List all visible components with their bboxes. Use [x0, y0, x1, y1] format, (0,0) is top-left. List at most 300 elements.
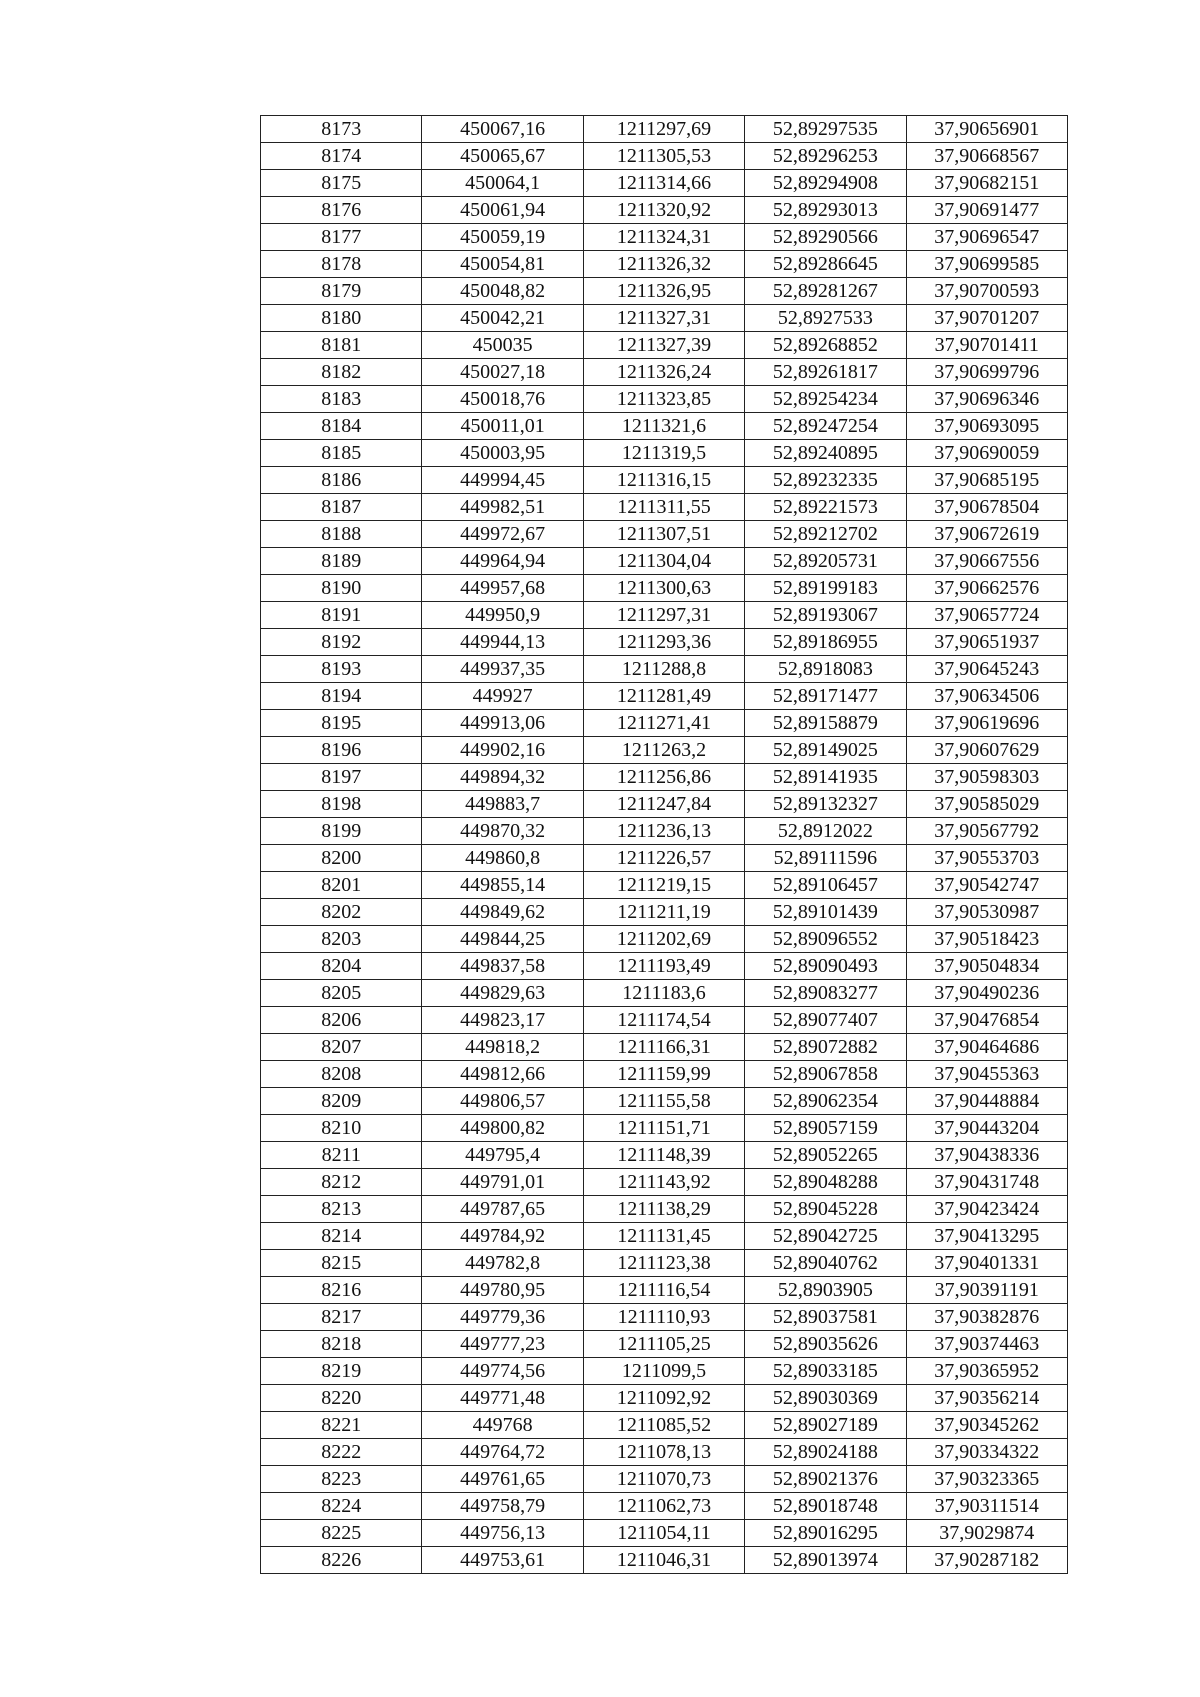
y-coordinate-cell: 1211046,31 — [583, 1547, 744, 1574]
point-number-cell: 8186 — [261, 467, 422, 494]
table-row — [261, 1169, 1068, 1196]
latitude-cell: 52,89057159 — [745, 1115, 906, 1142]
y-coordinate-cell: 1211304,04 — [583, 548, 744, 575]
x-coordinate-cell: 449937,35 — [422, 656, 583, 683]
longitude-cell: 37,90685195 — [906, 467, 1067, 494]
y-coordinate-cell: 1211078,13 — [583, 1439, 744, 1466]
latitude-cell: 52,89149025 — [745, 737, 906, 764]
x-coordinate-cell: 449844,25 — [422, 926, 583, 953]
longitude-cell: 37,90401331 — [906, 1250, 1067, 1277]
table-row — [261, 1358, 1068, 1385]
x-coordinate-cell: 449829,63 — [422, 980, 583, 1007]
latitude-cell: 52,89045228 — [745, 1196, 906, 1223]
y-coordinate-cell: 1211316,15 — [583, 467, 744, 494]
longitude-cell: 37,90374463 — [906, 1331, 1067, 1358]
x-coordinate-cell: 450064,1 — [422, 170, 583, 197]
y-coordinate-cell: 1211226,57 — [583, 845, 744, 872]
point-number-cell: 8187 — [261, 494, 422, 521]
point-number-cell: 8208 — [261, 1061, 422, 1088]
point-number-cell: 8200 — [261, 845, 422, 872]
latitude-cell: 52,8903905 — [745, 1277, 906, 1304]
longitude-cell: 37,90682151 — [906, 170, 1067, 197]
point-number-cell: 8190 — [261, 575, 422, 602]
y-coordinate-cell: 1211123,38 — [583, 1250, 744, 1277]
point-number-cell: 8216 — [261, 1277, 422, 1304]
longitude-cell: 37,90700593 — [906, 278, 1067, 305]
y-coordinate-cell: 1211151,71 — [583, 1115, 744, 1142]
table-row — [261, 1520, 1068, 1547]
x-coordinate-cell: 449944,13 — [422, 629, 583, 656]
latitude-cell: 52,89042725 — [745, 1223, 906, 1250]
x-coordinate-cell: 449964,94 — [422, 548, 583, 575]
y-coordinate-cell: 1211155,58 — [583, 1088, 744, 1115]
x-coordinate-cell: 450059,19 — [422, 224, 583, 251]
x-coordinate-cell: 449913,06 — [422, 710, 583, 737]
point-number-cell: 8198 — [261, 791, 422, 818]
x-coordinate-cell: 449780,95 — [422, 1277, 583, 1304]
y-coordinate-cell: 1211327,31 — [583, 305, 744, 332]
point-number-cell: 8204 — [261, 953, 422, 980]
latitude-cell: 52,89290566 — [745, 224, 906, 251]
point-number-cell: 8193 — [261, 656, 422, 683]
latitude-cell: 52,89037581 — [745, 1304, 906, 1331]
longitude-cell: 37,90701411 — [906, 332, 1067, 359]
point-number-cell: 8217 — [261, 1304, 422, 1331]
x-coordinate-cell: 449774,56 — [422, 1358, 583, 1385]
y-coordinate-cell: 1211326,24 — [583, 359, 744, 386]
latitude-cell: 52,89205731 — [745, 548, 906, 575]
longitude-cell: 37,90345262 — [906, 1412, 1067, 1439]
y-coordinate-cell: 1211202,69 — [583, 926, 744, 953]
longitude-cell: 37,90464686 — [906, 1034, 1067, 1061]
point-number-cell: 8178 — [261, 251, 422, 278]
longitude-cell: 37,90693095 — [906, 413, 1067, 440]
y-coordinate-cell: 1211148,39 — [583, 1142, 744, 1169]
longitude-cell: 37,90518423 — [906, 926, 1067, 953]
latitude-cell: 52,89013974 — [745, 1547, 906, 1574]
latitude-cell: 52,89268852 — [745, 332, 906, 359]
longitude-cell: 37,90696547 — [906, 224, 1067, 251]
point-number-cell: 8221 — [261, 1412, 422, 1439]
y-coordinate-cell: 1211327,39 — [583, 332, 744, 359]
x-coordinate-cell: 449764,72 — [422, 1439, 583, 1466]
point-number-cell: 8199 — [261, 818, 422, 845]
longitude-cell: 37,90657724 — [906, 602, 1067, 629]
longitude-cell: 37,90413295 — [906, 1223, 1067, 1250]
x-coordinate-cell: 449994,45 — [422, 467, 583, 494]
y-coordinate-cell: 1211236,13 — [583, 818, 744, 845]
y-coordinate-cell: 1211085,52 — [583, 1412, 744, 1439]
table-row — [261, 575, 1068, 602]
y-coordinate-cell: 1211281,49 — [583, 683, 744, 710]
table-row — [261, 602, 1068, 629]
y-coordinate-cell: 1211297,69 — [583, 116, 744, 143]
point-number-cell: 8180 — [261, 305, 422, 332]
latitude-cell: 52,89024188 — [745, 1439, 906, 1466]
longitude-cell: 37,90651937 — [906, 629, 1067, 656]
y-coordinate-cell: 1211099,5 — [583, 1358, 744, 1385]
y-coordinate-cell: 1211159,99 — [583, 1061, 744, 1088]
coordinates-table — [260, 115, 1068, 1574]
longitude-cell: 37,90334322 — [906, 1439, 1067, 1466]
table-row — [261, 521, 1068, 548]
y-coordinate-cell: 1211297,31 — [583, 602, 744, 629]
longitude-cell: 37,90585029 — [906, 791, 1067, 818]
longitude-cell: 37,90431748 — [906, 1169, 1067, 1196]
longitude-cell: 37,90690059 — [906, 440, 1067, 467]
y-coordinate-cell: 1211324,31 — [583, 224, 744, 251]
y-coordinate-cell: 1211183,6 — [583, 980, 744, 1007]
x-coordinate-cell: 449902,16 — [422, 737, 583, 764]
latitude-cell: 52,89286645 — [745, 251, 906, 278]
latitude-cell: 52,89090493 — [745, 953, 906, 980]
latitude-cell: 52,89030369 — [745, 1385, 906, 1412]
table-row — [261, 683, 1068, 710]
longitude-cell: 37,90382876 — [906, 1304, 1067, 1331]
y-coordinate-cell: 1211263,2 — [583, 737, 744, 764]
latitude-cell: 52,89171477 — [745, 683, 906, 710]
y-coordinate-cell: 1211288,8 — [583, 656, 744, 683]
latitude-cell: 52,89281267 — [745, 278, 906, 305]
y-coordinate-cell: 1211116,54 — [583, 1277, 744, 1304]
latitude-cell: 52,89016295 — [745, 1520, 906, 1547]
point-number-cell: 8177 — [261, 224, 422, 251]
table-row — [261, 953, 1068, 980]
point-number-cell: 8211 — [261, 1142, 422, 1169]
latitude-cell: 52,89018748 — [745, 1493, 906, 1520]
table-row — [261, 305, 1068, 332]
x-coordinate-cell: 449756,13 — [422, 1520, 583, 1547]
longitude-cell: 37,90443204 — [906, 1115, 1067, 1142]
latitude-cell: 52,8912022 — [745, 818, 906, 845]
latitude-cell: 52,89048288 — [745, 1169, 906, 1196]
latitude-cell: 52,89193067 — [745, 602, 906, 629]
x-coordinate-cell: 449777,23 — [422, 1331, 583, 1358]
x-coordinate-cell: 449758,79 — [422, 1493, 583, 1520]
point-number-cell: 8210 — [261, 1115, 422, 1142]
y-coordinate-cell: 1211305,53 — [583, 143, 744, 170]
latitude-cell: 52,89096552 — [745, 926, 906, 953]
table-row — [261, 1385, 1068, 1412]
longitude-cell: 37,90691477 — [906, 197, 1067, 224]
y-coordinate-cell: 1211193,49 — [583, 953, 744, 980]
longitude-cell: 37,90701207 — [906, 305, 1067, 332]
x-coordinate-cell: 449791,01 — [422, 1169, 583, 1196]
x-coordinate-cell: 450003,95 — [422, 440, 583, 467]
table-row — [261, 251, 1068, 278]
longitude-cell: 37,90448884 — [906, 1088, 1067, 1115]
table-row — [261, 170, 1068, 197]
longitude-cell: 37,90696346 — [906, 386, 1067, 413]
table-row — [261, 872, 1068, 899]
latitude-cell: 52,89062354 — [745, 1088, 906, 1115]
point-number-cell: 8202 — [261, 899, 422, 926]
latitude-cell: 52,89247254 — [745, 413, 906, 440]
latitude-cell: 52,89261817 — [745, 359, 906, 386]
latitude-cell: 52,89132327 — [745, 791, 906, 818]
y-coordinate-cell: 1211211,19 — [583, 899, 744, 926]
longitude-cell: 37,90530987 — [906, 899, 1067, 926]
table-row — [261, 548, 1068, 575]
x-coordinate-cell: 449823,17 — [422, 1007, 583, 1034]
y-coordinate-cell: 1211300,63 — [583, 575, 744, 602]
longitude-cell: 37,90553703 — [906, 845, 1067, 872]
x-coordinate-cell: 449894,32 — [422, 764, 583, 791]
point-number-cell: 8185 — [261, 440, 422, 467]
longitude-cell: 37,90598303 — [906, 764, 1067, 791]
latitude-cell: 52,89021376 — [745, 1466, 906, 1493]
longitude-cell: 37,90542747 — [906, 872, 1067, 899]
latitude-cell: 52,89297535 — [745, 116, 906, 143]
point-number-cell: 8203 — [261, 926, 422, 953]
longitude-cell: 37,90662576 — [906, 575, 1067, 602]
table-row — [261, 386, 1068, 413]
longitude-cell: 37,90619696 — [906, 710, 1067, 737]
y-coordinate-cell: 1211271,41 — [583, 710, 744, 737]
point-number-cell: 8182 — [261, 359, 422, 386]
longitude-cell: 37,90656901 — [906, 116, 1067, 143]
latitude-cell: 52,89111596 — [745, 845, 906, 872]
table-row — [261, 197, 1068, 224]
latitude-cell: 52,89040762 — [745, 1250, 906, 1277]
longitude-cell: 37,90672619 — [906, 521, 1067, 548]
longitude-cell: 37,90567792 — [906, 818, 1067, 845]
point-number-cell: 8174 — [261, 143, 422, 170]
table-row — [261, 899, 1068, 926]
point-number-cell: 8205 — [261, 980, 422, 1007]
longitude-cell: 37,90699585 — [906, 251, 1067, 278]
latitude-cell: 52,89199183 — [745, 575, 906, 602]
x-coordinate-cell: 450035 — [422, 332, 583, 359]
point-number-cell: 8223 — [261, 1466, 422, 1493]
table-row — [261, 1547, 1068, 1574]
x-coordinate-cell: 449849,62 — [422, 899, 583, 926]
latitude-cell: 52,89083277 — [745, 980, 906, 1007]
latitude-cell: 52,89293013 — [745, 197, 906, 224]
x-coordinate-cell: 449927 — [422, 683, 583, 710]
x-coordinate-cell: 450011,01 — [422, 413, 583, 440]
table-row — [261, 710, 1068, 737]
longitude-cell: 37,90423424 — [906, 1196, 1067, 1223]
point-number-cell: 8184 — [261, 413, 422, 440]
latitude-cell: 52,89067858 — [745, 1061, 906, 1088]
table-row — [261, 1007, 1068, 1034]
longitude-cell: 37,90287182 — [906, 1547, 1067, 1574]
y-coordinate-cell: 1211174,54 — [583, 1007, 744, 1034]
latitude-cell: 52,89106457 — [745, 872, 906, 899]
table-row — [261, 1196, 1068, 1223]
longitude-cell: 37,90323365 — [906, 1466, 1067, 1493]
table-row — [261, 1412, 1068, 1439]
latitude-cell: 52,89027189 — [745, 1412, 906, 1439]
x-coordinate-cell: 450065,67 — [422, 143, 583, 170]
x-coordinate-cell: 450042,21 — [422, 305, 583, 332]
table-row — [261, 980, 1068, 1007]
x-coordinate-cell: 449883,7 — [422, 791, 583, 818]
table-row — [261, 440, 1068, 467]
longitude-cell: 37,90645243 — [906, 656, 1067, 683]
latitude-cell: 52,89141935 — [745, 764, 906, 791]
point-number-cell: 8226 — [261, 1547, 422, 1574]
latitude-cell: 52,89240895 — [745, 440, 906, 467]
point-number-cell: 8213 — [261, 1196, 422, 1223]
x-coordinate-cell: 449806,57 — [422, 1088, 583, 1115]
table-row — [261, 413, 1068, 440]
latitude-cell: 52,89052265 — [745, 1142, 906, 1169]
y-coordinate-cell: 1211062,73 — [583, 1493, 744, 1520]
x-coordinate-cell: 449787,65 — [422, 1196, 583, 1223]
table-row — [261, 224, 1068, 251]
longitude-cell: 37,90699796 — [906, 359, 1067, 386]
point-number-cell: 8189 — [261, 548, 422, 575]
x-coordinate-cell: 449800,82 — [422, 1115, 583, 1142]
latitude-cell: 52,89101439 — [745, 899, 906, 926]
latitude-cell: 52,89186955 — [745, 629, 906, 656]
x-coordinate-cell: 449855,14 — [422, 872, 583, 899]
x-coordinate-cell: 449779,36 — [422, 1304, 583, 1331]
y-coordinate-cell: 1211311,55 — [583, 494, 744, 521]
x-coordinate-cell: 450027,18 — [422, 359, 583, 386]
longitude-cell: 37,90311514 — [906, 1493, 1067, 1520]
point-number-cell: 8207 — [261, 1034, 422, 1061]
y-coordinate-cell: 1211323,85 — [583, 386, 744, 413]
latitude-cell: 52,89254234 — [745, 386, 906, 413]
x-coordinate-cell: 449768 — [422, 1412, 583, 1439]
y-coordinate-cell: 1211314,66 — [583, 170, 744, 197]
latitude-cell: 52,89035626 — [745, 1331, 906, 1358]
table-row — [261, 359, 1068, 386]
longitude-cell: 37,90476854 — [906, 1007, 1067, 1034]
x-coordinate-cell: 449784,92 — [422, 1223, 583, 1250]
point-number-cell: 8209 — [261, 1088, 422, 1115]
table-row — [261, 737, 1068, 764]
table-row — [261, 1223, 1068, 1250]
y-coordinate-cell: 1211131,45 — [583, 1223, 744, 1250]
point-number-cell: 8212 — [261, 1169, 422, 1196]
latitude-cell: 52,89294908 — [745, 170, 906, 197]
table-row — [261, 1250, 1068, 1277]
table-row — [261, 845, 1068, 872]
x-coordinate-cell: 449812,66 — [422, 1061, 583, 1088]
table-row — [261, 1331, 1068, 1358]
x-coordinate-cell: 450054,81 — [422, 251, 583, 278]
x-coordinate-cell: 449782,8 — [422, 1250, 583, 1277]
point-number-cell: 8219 — [261, 1358, 422, 1385]
table-row — [261, 1115, 1068, 1142]
point-number-cell: 8179 — [261, 278, 422, 305]
latitude-cell: 52,89296253 — [745, 143, 906, 170]
latitude-cell: 52,89221573 — [745, 494, 906, 521]
longitude-cell: 37,90438336 — [906, 1142, 1067, 1169]
table-row — [261, 143, 1068, 170]
table-row — [261, 1034, 1068, 1061]
y-coordinate-cell: 1211138,29 — [583, 1196, 744, 1223]
table-row — [261, 818, 1068, 845]
x-coordinate-cell: 450018,76 — [422, 386, 583, 413]
point-number-cell: 8196 — [261, 737, 422, 764]
point-number-cell: 8222 — [261, 1439, 422, 1466]
y-coordinate-cell: 1211054,11 — [583, 1520, 744, 1547]
table-row — [261, 1439, 1068, 1466]
point-number-cell: 8220 — [261, 1385, 422, 1412]
y-coordinate-cell: 1211070,73 — [583, 1466, 744, 1493]
table-row — [261, 1304, 1068, 1331]
y-coordinate-cell: 1211166,31 — [583, 1034, 744, 1061]
x-coordinate-cell: 450061,94 — [422, 197, 583, 224]
point-number-cell: 8206 — [261, 1007, 422, 1034]
longitude-cell: 37,90391191 — [906, 1277, 1067, 1304]
longitude-cell: 37,90365952 — [906, 1358, 1067, 1385]
table-row — [261, 116, 1068, 143]
table-row — [261, 764, 1068, 791]
table-row — [261, 332, 1068, 359]
x-coordinate-cell: 450067,16 — [422, 116, 583, 143]
x-coordinate-cell: 449870,32 — [422, 818, 583, 845]
table-row — [261, 1277, 1068, 1304]
latitude-cell: 52,89033185 — [745, 1358, 906, 1385]
table-row — [261, 629, 1068, 656]
point-number-cell: 8192 — [261, 629, 422, 656]
longitude-cell: 37,90490236 — [906, 980, 1067, 1007]
point-number-cell: 8176 — [261, 197, 422, 224]
x-coordinate-cell: 449860,8 — [422, 845, 583, 872]
longitude-cell: 37,90607629 — [906, 737, 1067, 764]
point-number-cell: 8214 — [261, 1223, 422, 1250]
x-coordinate-cell: 449771,48 — [422, 1385, 583, 1412]
point-number-cell: 8218 — [261, 1331, 422, 1358]
latitude-cell: 52,8918083 — [745, 656, 906, 683]
point-number-cell: 8175 — [261, 170, 422, 197]
y-coordinate-cell: 1211143,92 — [583, 1169, 744, 1196]
x-coordinate-cell: 449753,61 — [422, 1547, 583, 1574]
x-coordinate-cell: 449818,2 — [422, 1034, 583, 1061]
point-number-cell: 8201 — [261, 872, 422, 899]
x-coordinate-cell: 449761,65 — [422, 1466, 583, 1493]
point-number-cell: 8173 — [261, 116, 422, 143]
latitude-cell: 52,89232335 — [745, 467, 906, 494]
point-number-cell: 8194 — [261, 683, 422, 710]
point-number-cell: 8215 — [261, 1250, 422, 1277]
longitude-cell: 37,90668567 — [906, 143, 1067, 170]
longitude-cell: 37,90356214 — [906, 1385, 1067, 1412]
table-row — [261, 494, 1068, 521]
longitude-cell: 37,90504834 — [906, 953, 1067, 980]
point-number-cell: 8183 — [261, 386, 422, 413]
table-row — [261, 1088, 1068, 1115]
longitude-cell: 37,9029874 — [906, 1520, 1067, 1547]
table-row — [261, 926, 1068, 953]
point-number-cell: 8225 — [261, 1520, 422, 1547]
y-coordinate-cell: 1211293,36 — [583, 629, 744, 656]
longitude-cell: 37,90634506 — [906, 683, 1067, 710]
point-number-cell: 8191 — [261, 602, 422, 629]
latitude-cell: 52,8927533 — [745, 305, 906, 332]
x-coordinate-cell: 449982,51 — [422, 494, 583, 521]
point-number-cell: 8197 — [261, 764, 422, 791]
y-coordinate-cell: 1211092,92 — [583, 1385, 744, 1412]
point-number-cell: 8195 — [261, 710, 422, 737]
x-coordinate-cell: 450048,82 — [422, 278, 583, 305]
point-number-cell: 8188 — [261, 521, 422, 548]
table-row — [261, 1493, 1068, 1520]
x-coordinate-cell: 449795,4 — [422, 1142, 583, 1169]
point-number-cell: 8224 — [261, 1493, 422, 1520]
y-coordinate-cell: 1211256,86 — [583, 764, 744, 791]
table-row — [261, 656, 1068, 683]
y-coordinate-cell: 1211319,5 — [583, 440, 744, 467]
table-row — [261, 791, 1068, 818]
longitude-cell: 37,90678504 — [906, 494, 1067, 521]
